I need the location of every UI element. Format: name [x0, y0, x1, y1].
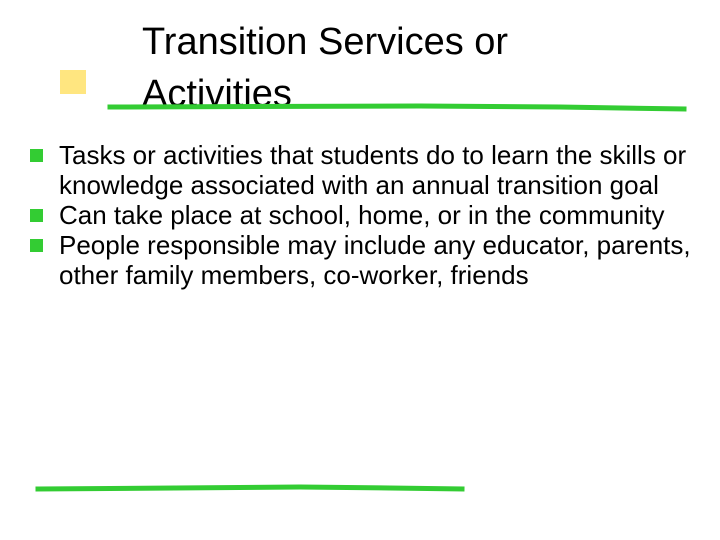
bullet-item [30, 140, 700, 200]
bullet-icon [30, 149, 43, 162]
slide-title-line-2: Activities [142, 73, 292, 115]
bullet-list [30, 140, 700, 290]
bullet-icon [30, 209, 43, 222]
bullet-icon [30, 239, 43, 252]
bullet-text: Tasks or activities that students do to learn the skills or knowledge associated with an annual transition goal [59, 140, 687, 200]
title-underline-stroke [110, 106, 684, 109]
slide-title-line-1: Transition Services or [142, 21, 509, 63]
bullet-item [30, 230, 700, 290]
bullet-text: Can take place at school, home, or in the community [59, 200, 665, 230]
bullet-item [30, 200, 700, 230]
bullet-text: People responsible may include any educator, parents, other family members, co-worker, friends [59, 230, 691, 290]
footer-underline-stroke [38, 487, 462, 489]
